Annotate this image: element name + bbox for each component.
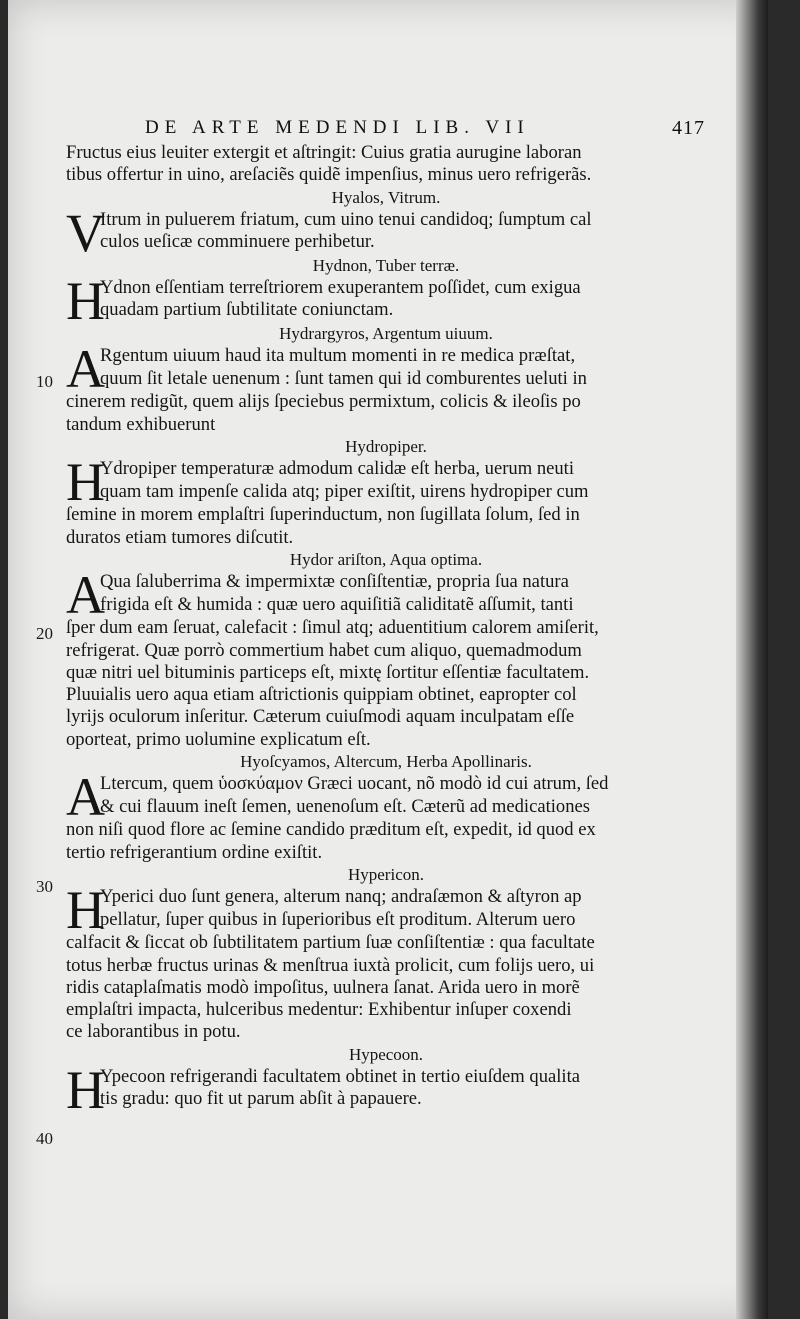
text-line: Fructus eius leuiter extergit et aſtringit: Cuius gratia aurugine laboran — [66, 142, 582, 163]
page-edge-shadow — [736, 0, 768, 1319]
initial-letter: H — [66, 452, 105, 513]
entry-hydnon — [66, 271, 706, 332]
entry-hydropiper — [66, 452, 706, 513]
text-line: Rgentum uiuum haud ita multum momenti in re medica præſtat, — [100, 345, 576, 367]
initial-letter: A — [66, 339, 105, 400]
text-line: Pluuialis uero aqua etiam aſtrictionis quippiam obtinet, eapropter col — [66, 684, 577, 706]
text-line: Ydropiper temperaturæ admodum calidæ eſt herba, uerum neuti — [100, 458, 574, 480]
initial-letter: A — [66, 565, 105, 626]
entry-title-hydropiper: Hydropiper. — [345, 437, 427, 457]
entry-title-hydrargyros: Hydrargyros, Argentum uiuum. — [279, 324, 493, 344]
text-line: tis gradu: quo fit ut parum abſit à papauere. — [100, 1088, 422, 1110]
text-line: oporteat, primo uolumine explicatum eſt. — [66, 728, 371, 750]
text-line: emplaſtri impacta, hulceribus medentur: Exhibentur inſuper coxendi — [66, 999, 572, 1021]
entry-title-hydor: Hydor ariſton, Aqua optima. — [289, 549, 483, 569]
initial-letter: H — [66, 1060, 105, 1121]
running-header — [145, 117, 705, 140]
entry-hypecoon — [66, 1060, 706, 1121]
initial-letter: A — [66, 767, 105, 828]
entry-title-hypecoon: Hypecoon. — [348, 1044, 424, 1064]
text-line: calfacit & ſiccat ob ſubtilitatem partium ſuæ conſiſtentiæ : qua facultate — [66, 932, 595, 954]
line-number-20: 20 — [36, 624, 53, 643]
line-number-40: 40 — [36, 1129, 53, 1148]
initial-letter: H — [66, 271, 105, 332]
line-number-10: 10 — [36, 372, 53, 391]
text-line: lyrijs oculorum inſeritur. Cæterum cuiuſmodi aquam inculpatam eſſe — [66, 706, 575, 728]
body-text — [66, 142, 706, 1121]
text-line: ce laborantibus in potu. — [66, 1021, 241, 1043]
book-page — [8, 0, 768, 1319]
text-line: ridis cataplaſmatis modò impoſitus, uulnera ſanat. Arida uero in morẽ — [66, 976, 580, 998]
page-number: 417 — [672, 117, 705, 139]
running-title: DE ARTE MEDENDI LIB. VII — [145, 117, 530, 138]
text-line: Itrum in puluerem friatum, cum uino tenui candidoq; ſumptum cal — [100, 208, 592, 230]
text-line: culos ueſicæ comminuere perhibetur. — [100, 231, 375, 253]
text-line: quadam partium ſubtilitate coniunctam. — [100, 299, 394, 321]
text-line: refrigerat. Quæ porrò commertium habet cum aliquo, quemadmodum — [66, 639, 582, 661]
text-line: & cui flauum ineſt ſemen, uenenoſum eſt. Cæterũ ad medicationes — [100, 795, 591, 817]
text-line: frigida eſt & humida : quæ uero aquiſitiã caliditatẽ aſſumit, tanti — [100, 593, 574, 615]
text-line: Ypecoon refrigerandi facultatem obtinet in tertio eiuſdem qualita — [100, 1066, 580, 1088]
entry-vitrum — [66, 202, 706, 263]
initial-letter: V — [66, 202, 105, 263]
entry-title-hyoscyamos: Hyoſcyamos, Altercum, Herba Apollinaris. — [240, 752, 532, 772]
entry-hypericon — [66, 880, 706, 941]
initial-letter: H — [66, 880, 105, 941]
line-number-30: 30 — [36, 877, 53, 896]
text-line: Qua ſaluberrima & impermixtæ conſiſtentiæ, propria ſua natura — [100, 571, 569, 593]
text-line: Ydnon eſſentiam terreſtriorem exuperantem poſſidet, cum exigua — [100, 277, 581, 299]
entry-title-hydnon: Hydnon, Tuber terræ. — [312, 255, 460, 275]
text-line: cinerem redigũt, quem alijs ſpeciebus permixtum, colicis & ileoſis po — [66, 391, 581, 413]
text-line: quæ nitri uel bituminis particeps eſt, mixtę ſortitur eſſentiæ facultatem. — [66, 661, 590, 683]
entry-aqua — [66, 565, 706, 626]
entry-argentum — [66, 339, 706, 400]
text-line: quum ſit letale uenenum : ſunt tamen qui id comburentes ueluti in — [100, 367, 587, 389]
text-line: ſper dum eam ſeruat, calefacit : ſimul atq; aduentitium calorem amiſerit, — [66, 617, 599, 639]
text-line: Ltercum, quem ὑοσκύαμον Græci uocant, nõ modò id cui atrum, ſed — [100, 773, 609, 795]
entry-title-hypericon: Hypericon. — [347, 864, 424, 884]
text-line: quam tam impenſe calida atq; piper exiſtit, uirens hydropiper cum — [100, 480, 589, 502]
text-line: Yperici duo ſunt genera, alterum nanq; andraſæmon & aſtyron ap — [100, 886, 582, 908]
text-line: pellatur, ſuper quibus in ſuperioribus eſt proditum. Alterum uero — [100, 908, 576, 930]
text-line: totus herbæ fructus urinas & menſtrua iuxtà prolicit, cum folijs uero, ui — [66, 954, 595, 976]
text-line: ſemine in morem emplaſtri ſuperinductum, non ſugillata ſolum, ſed in — [66, 504, 580, 526]
entry-altercum — [66, 767, 706, 828]
text-line: tertio refrigerantium ordine exiſtit. — [66, 841, 323, 863]
text-line: tibus offertur in uino, areſaciẽs quidẽ impenſius, minus uero refrigerãs. — [66, 164, 592, 186]
text-line: duratos etiam tumores diſcutit. — [66, 526, 294, 548]
entry-title-hyalos: Hyalos, Vitrum. — [331, 187, 441, 207]
text-line: tandum exhibuerunt — [66, 413, 216, 435]
text-line: non niſi quod flore ac ſemine candido præditum eſt, expedit, id quod ex — [66, 819, 596, 841]
